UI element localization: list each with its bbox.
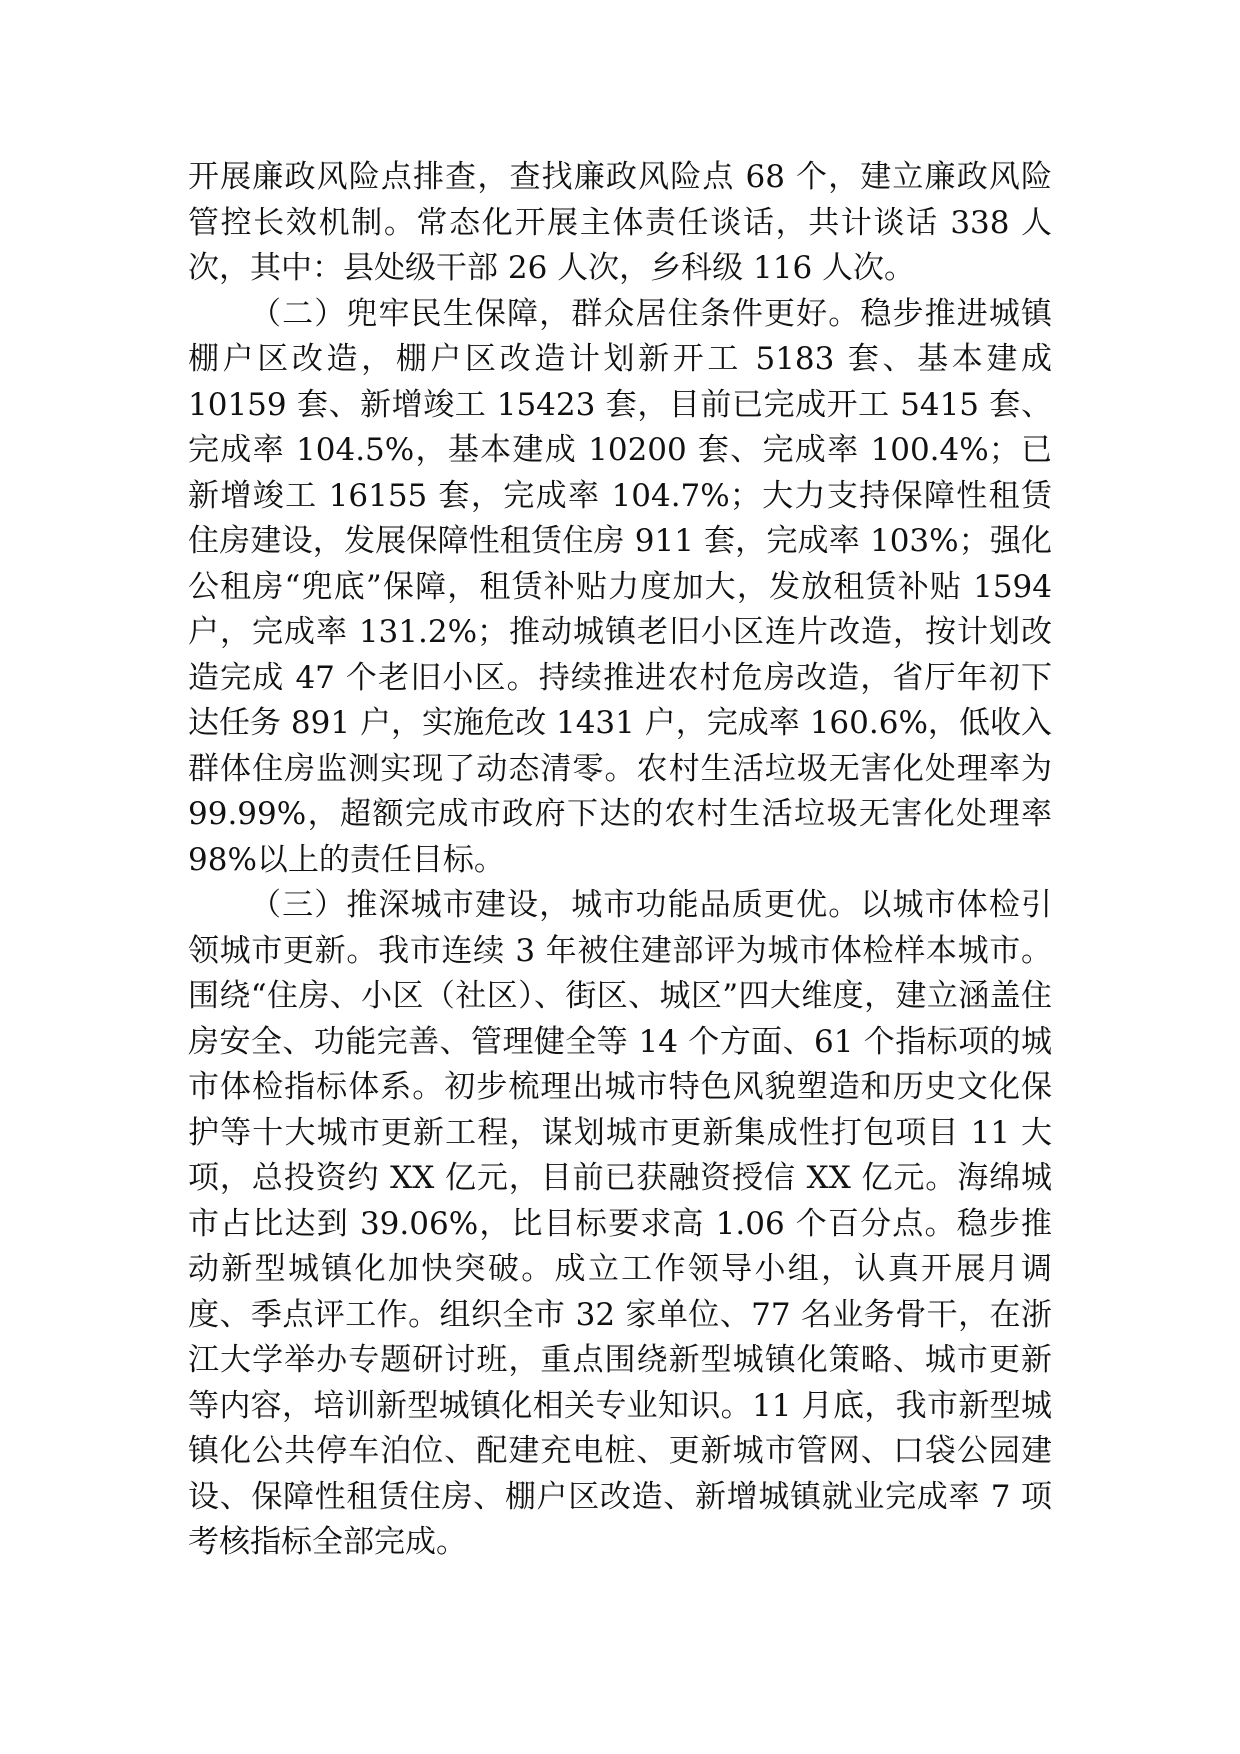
paragraph-livelihood-housing: （二）兜牢民生保障，群众居住条件更好。稳步推进城镇棚户区改造，棚户区改造计划新开工 5183 套、基本建成 10159 套、新增竣工 15423 套，目前已完成开工 5415 套、完成率 104.5%，基本建成 10200 套、完成率 100.4%；已新增竣工 16155 套，完成率 104.7%；大力支持保障性租赁住房建设，发展保障性租赁住房 911 套，完成率 103%；强化公租房“兜底”保障，租赁补贴力度加大，发放租赁补贴 1594 户，完成率 131.2%；推动城镇老旧小区连片改造，按计划改造完成 47 个老旧小区。持续推进农村危房改造，省厅年初下达任务 891 户，实施危改 1431 户，完成率 160.6%，低收入群体住房监测实现了动态清零。农村生活垃圾无害化处理率为 99.99%，超额完成市政府下达的农村生活垃圾无害化处理率 98%以上的责任目标。 xyxy=(188,295,1052,878)
document-body xyxy=(188,155,1052,1566)
paragraph-urban-construction: （三）推深城市建设，城市功能品质更优。以城市体检引领城市更新。我市连续 3 年被住建部评为城市体检样本城市。围绕“住房、小区（社区）、街区、城区”四大维度，建立涵盖住房安全、功能完善、管理健全等 14 个方面、61 个指标项的城市体检指标体系。初步梳理出城市特色风貌塑造和历史文化保护等十大城市更新工程，谋划城市更新集成性打包项目 11 大项，总投资约 XX 亿元，目前已获融资授信 XX 亿元。海绵城市占比达到 39.06%，比目标要求高 1.06 个百分点。稳步推动新型城镇化加快突破。成立工作领导小组，认真开展月调度、季点评工作。组织全市 32 家单位、77 名业务骨干，在浙江大学举办专题研讨班，重点围绕新型城镇化策略、城市更新等内容，培训新型城镇化相关专业知识。11 月底，我市新型城镇化公共停车泊位、配建充电桩、更新城市管网、口袋公园建设、保障性租赁住房、棚户区改造、新增城镇就业完成率 7 项考核指标全部完成。 xyxy=(188,887,1052,1560)
paragraph-integrity-risk: 开展廉政风险点排查，查找廉政风险点 68 个，建立廉政风险管控长效机制。常态化开展主体责任谈话，共计谈话 338 人次，其中：县处级干部 26 人次，乡科级 116 人次。 xyxy=(188,159,1052,286)
